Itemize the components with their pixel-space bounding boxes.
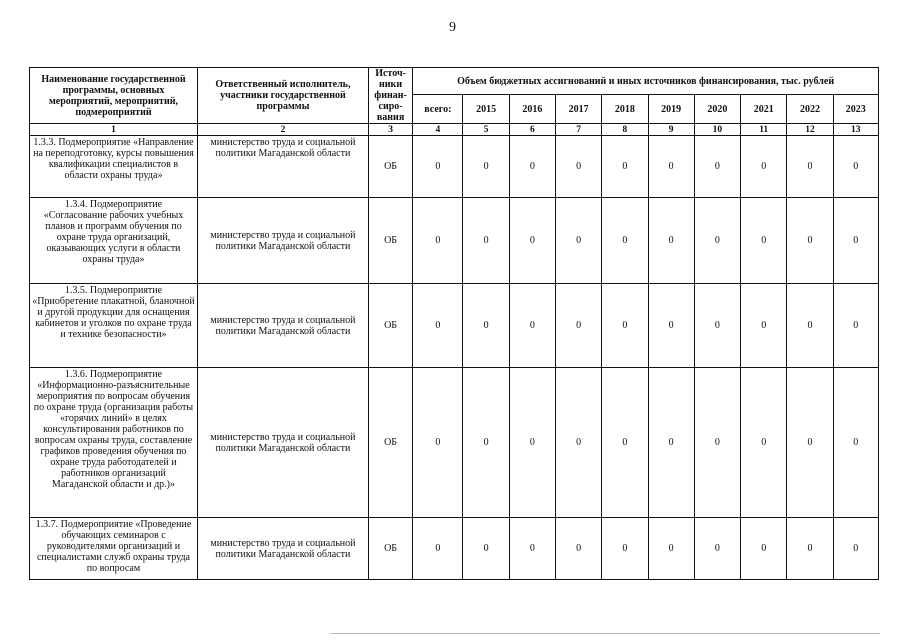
row-value: 0	[556, 198, 602, 284]
row-value: 0	[787, 284, 833, 368]
row-value: 0	[602, 368, 648, 518]
row-value: 0	[833, 518, 878, 580]
column-number: 4	[413, 124, 463, 136]
row-value: 0	[509, 368, 555, 518]
row-name: 1.3.4. Подмероприятие «Согласование рабочих учебных планов и программ обучения по охране труда организаций, оказывающих услуги в области охраны труда»	[30, 198, 198, 284]
footer-divider	[330, 633, 880, 634]
row-value: 0	[463, 136, 509, 198]
header-year: 2015	[463, 95, 509, 124]
row-value: 0	[463, 368, 509, 518]
row-value: 0	[602, 284, 648, 368]
header-year: 2020	[694, 95, 740, 124]
row-source: ОБ	[368, 136, 412, 198]
row-value: 0	[648, 136, 694, 198]
column-number: 2	[197, 124, 368, 136]
header-year: 2016	[509, 95, 555, 124]
row-value: 0	[741, 136, 787, 198]
row-value: 0	[413, 198, 463, 284]
header-year: 2022	[787, 95, 833, 124]
column-number: 1	[30, 124, 198, 136]
row-value: 0	[787, 136, 833, 198]
row-value: 0	[463, 284, 509, 368]
column-number: 11	[741, 124, 787, 136]
row-value: 0	[413, 284, 463, 368]
row-value: 0	[509, 284, 555, 368]
row-value: 0	[413, 368, 463, 518]
row-value: 0	[602, 136, 648, 198]
row-source: ОБ	[368, 368, 412, 518]
row-value: 0	[833, 284, 878, 368]
row-executor: министерство труда и социальной политики Магаданской области	[197, 284, 368, 368]
row-executor: министерство труда и социальной политики Магаданской области	[197, 518, 368, 580]
row-name: 1.3.7. Подмероприятие «Проведение обучающих семинаров с руководителями организаций и специалистами служб охраны труда по вопросам	[30, 518, 198, 580]
row-value: 0	[463, 198, 509, 284]
table-row	[30, 284, 879, 368]
row-value: 0	[648, 284, 694, 368]
row-value: 0	[787, 198, 833, 284]
row-value: 0	[787, 368, 833, 518]
row-value: 0	[787, 518, 833, 580]
row-value: 0	[556, 284, 602, 368]
row-value: 0	[833, 136, 878, 198]
row-value: 0	[509, 198, 555, 284]
row-value: 0	[694, 198, 740, 284]
column-number: 12	[787, 124, 833, 136]
table-row	[30, 198, 879, 284]
column-number: 7	[556, 124, 602, 136]
row-value: 0	[413, 518, 463, 580]
row-value: 0	[648, 518, 694, 580]
header-year: 2018	[602, 95, 648, 124]
row-value: 0	[741, 368, 787, 518]
header-source: Источ-ники финан-сиро-вания	[368, 68, 412, 124]
column-number: 13	[833, 124, 878, 136]
row-value: 0	[694, 518, 740, 580]
column-number-row	[30, 124, 879, 136]
row-value: 0	[602, 518, 648, 580]
header-year: 2023	[833, 95, 878, 124]
row-value: 0	[648, 198, 694, 284]
row-name: 1.3.5. Подмероприятие «Приобретение плакатной, бланочной и другой продукции для оснащения кабинетов и уголков по охране труда и технике безопасности»	[30, 284, 198, 368]
table-row	[30, 368, 879, 518]
row-executor: министерство труда и социальной политики Магаданской области	[197, 136, 368, 198]
row-value: 0	[741, 284, 787, 368]
row-value: 0	[509, 518, 555, 580]
budget-table	[29, 67, 879, 580]
row-value: 0	[413, 136, 463, 198]
header-name: Наименование государственной программы, основных мероприятий, мероприятий, подмероприятий	[30, 68, 198, 124]
row-executor: министерство труда и социальной политики Магаданской области	[197, 368, 368, 518]
row-value: 0	[509, 136, 555, 198]
row-value: 0	[833, 368, 878, 518]
table-row	[30, 136, 879, 198]
table-row	[30, 518, 879, 580]
row-value: 0	[694, 368, 740, 518]
row-value: 0	[741, 518, 787, 580]
header-year: 2017	[556, 95, 602, 124]
column-number: 10	[694, 124, 740, 136]
row-value: 0	[648, 368, 694, 518]
header-year: 2021	[741, 95, 787, 124]
header-year: 2019	[648, 95, 694, 124]
column-number: 9	[648, 124, 694, 136]
header-executor: Ответственный исполнитель, участники государственной программы	[197, 68, 368, 124]
row-value: 0	[694, 136, 740, 198]
row-value: 0	[556, 518, 602, 580]
column-number: 5	[463, 124, 509, 136]
row-source: ОБ	[368, 284, 412, 368]
row-value: 0	[833, 198, 878, 284]
row-value: 0	[556, 136, 602, 198]
header-budget: Объем бюджетных ассигнований и иных источников финансирования, тыс. рублей	[413, 68, 879, 95]
column-number: 8	[602, 124, 648, 136]
column-number: 3	[368, 124, 412, 136]
page-number: 9	[449, 20, 456, 35]
row-value: 0	[694, 284, 740, 368]
row-executor: министерство труда и социальной политики Магаданской области	[197, 198, 368, 284]
row-value: 0	[463, 518, 509, 580]
row-name: 1.3.3. Подмероприятие «Направление на переподготовку, курсы повышения квалификации специалистов в области охраны труда»	[30, 136, 198, 198]
column-number: 6	[509, 124, 555, 136]
row-name: 1.3.6. Подмероприятие «Информационно-разъяснительные мероприятия по вопросам обучения по охране труда (организация работы «горячих линий» в целях консультирования работников по вопросам охраны труда, составление графиков проведения обучения по охране труда работодателей и работников организаций Магаданской области и др.)»	[30, 368, 198, 518]
header-year: всего:	[413, 95, 463, 124]
row-value: 0	[602, 198, 648, 284]
row-value: 0	[556, 368, 602, 518]
row-source: ОБ	[368, 198, 412, 284]
row-value: 0	[741, 198, 787, 284]
row-source: ОБ	[368, 518, 412, 580]
